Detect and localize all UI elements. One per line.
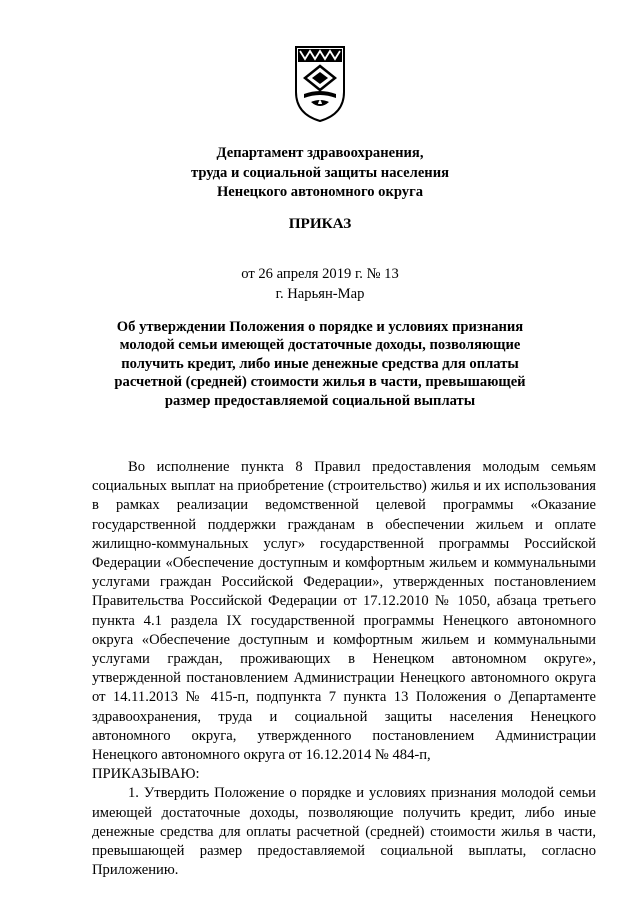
department-name (60, 144, 580, 203)
order-item-1: 1. Утвердить Положение о порядке и условиях признания молодой семьи имеющей достаточные доходы, позволяющие получить кредит, либо иные денежные средства для оплаты расчетной (средней) стоимости жилья в части, превышающей размер предоставляемой социальной выплаты, согласно Приложению. (92, 785, 596, 879)
preamble-paragraph: Во исполнение пункта 8 Правил предоставления молодым семьям социальных выплат на приобретение (строительство) жилья и их использования в рамках реализации ведомственной целевой программы «Оказание государственной поддержки гражданам в обеспечении жильем и оплате жилищно-коммунальных услуг» государственной программы Российской Федерации «Обеспечение доступным и комфортным жильем и коммунальными услугами граждан Российской Федерации», утвержденных постановлением Правительства Российской Федерации от 17.12.2010 № 1050, абзаца третьего пункта 4.1 раздела IX государственной программы Ненецкого автономного округа «Обеспечение доступным и комфортным жильем и коммунальными услугами граждан, проживающих в Ненецком автономном округе», утвержденной постановлением Администрации Ненецкого автономного округа от 14.11.2013 № 415-п, подпункта 7 пункта 13 Положения о Департаменте здравоохранения, труда и социальной защиты населения Ненецкого автономного округа, утвержденного постановлением Администрации Ненецкого автономного округа от 16.12.2014 № 484-п, (92, 459, 596, 764)
coat-of-arms-emblem (293, 44, 347, 124)
department-line: Департамент здравоохранения, (216, 145, 424, 161)
document-type-title: ПРИКАЗ (288, 215, 352, 232)
date-and-number: от 26 апреля 2019 г. № 13 (241, 266, 399, 282)
department-line: труда и социальной защиты населения (190, 164, 450, 181)
order-command: ПРИКАЗЫВАЮ: (92, 766, 200, 783)
order-subject-heading: Об утверждении Положения о порядке и условиях признания молодой семьи имеющей достаточные доходы, позволяющие получить кредит, либо иные денежные средства для оплаты расчетной (средней) стоимости жилья в части, превышающей размер предоставляемой социальной выплаты (114, 319, 526, 409)
department-line: Ненецкого автономного округа (216, 184, 424, 200)
date-number-block (60, 265, 580, 304)
order-body (92, 458, 596, 880)
city-name: г. Нарьян-Мар (275, 285, 365, 302)
